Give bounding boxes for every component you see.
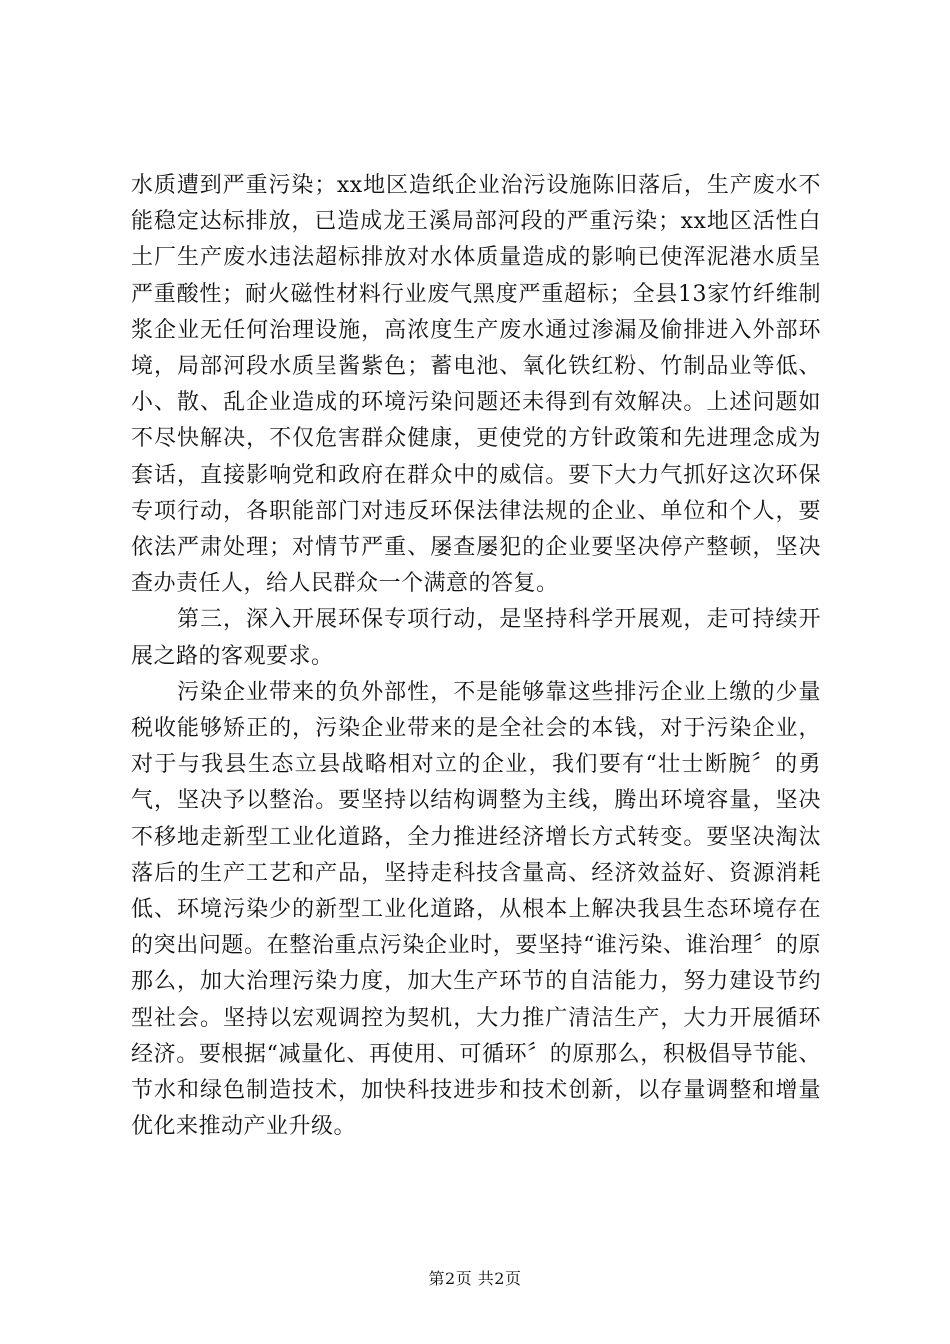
page-footer: 第2页 共2页 <box>428 1269 522 1288</box>
paragraph-pollution-enterprises: 污染企业带来的负外部性，不是能够靠这些排污企业上缴的少量税收能够矫正的，污染企业带来的是全社会的本钱，对于污染企业，对于与我县生态立县战略相对立的企业，我们要有“壮士断腕〞的勇气，坚决予以整治。要坚持以结构调整为主线，腾出环境容量，坚决不移地走新型工业化道路，全力推进经济增长方式转变。要坚决淘汰落后的生产工艺和产品，坚持走科技含量高、经济效益好、资源消耗低、环境污染少的新型工业化道路，从根本上解决我县生态环境存在的突出问题。在整治重点污染企业时，要坚持“谁污染、谁治理〞的原那么，加大治理污染力度，加大生产环节的自洁能力，努力建设节约型社会。坚持以宏观调控为契机，大力推广清洁生产，大力开展循环经济。要根据“减量化、再使用、可循环〞的原那么，积极倡导节能、节水和绿色制造技术，加快科技进步和技术创新，以存量调整和增量优化来推动产业升级。 <box>131 679 821 1140</box>
paragraph-continuation: 水质遭到严重污染；xx地区造纸企业治污设施陈旧落后，生产废水不能稳定达标排放，已造成龙王溪局部河段的严重污染；xx地区活性白土厂生产废水违法超标排放对水体质量造成的影响已使浑泥港水质呈严重酸性；耐火磁性材料行业废气黑度严重超标；全县13家竹纤维制浆企业无任何治理设施，高浓度生产废水通过渗漏及偷排进入外部环境，局部河段水质呈酱紫色；蓄电池、氧化铁红粉、竹制品业等低、小、散、乱企业造成的环境污染问题还未得到有效解决。上述问题如不尽快解决，不仅危害群众健康，更使党的方针政策和先进理念成为套话，直接影响党和政府在群众中的威信。要下大力气抓好这次环保专项行动，各职能部门对违反环保法律法规的企业、单位和个人，要依法严肃处理；对情节严重、屡查屡犯的企业要坚决停产整顿，坚决查办责任人，给人民群众一个满意的答复。 <box>131 173 821 597</box>
document-body <box>131 168 821 1145</box>
paragraph-third-point: 第三，深入开展环保专项行动，是坚持科学开展观，走可持续开展之路的客观要求。 <box>131 607 821 669</box>
